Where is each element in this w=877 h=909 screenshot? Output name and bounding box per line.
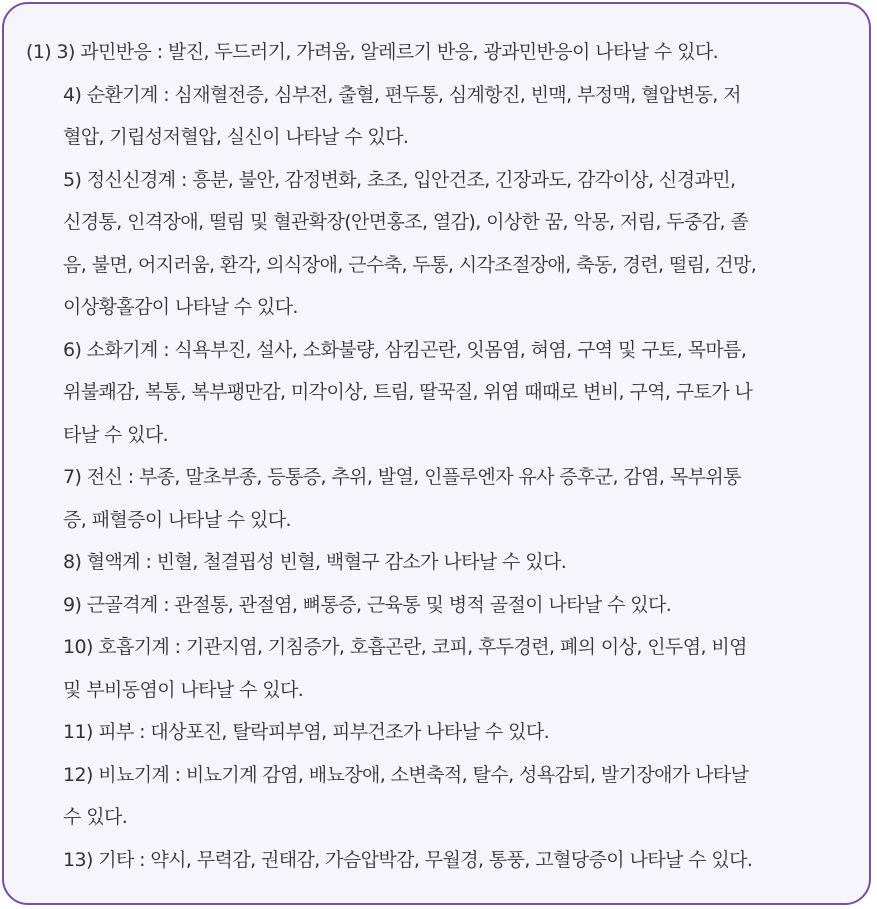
text-line: 9) 근골격계 : 관절통, 관절염, 뼈통증, 근육통 및 병적 골절이 나타날 수 있다.: [63, 594, 672, 616]
text-line: 4) 순환기계 : 심재혈전증, 심부전, 출혈, 편두통, 심계항진, 빈맥, 부정맥, 혈압변동, 저: [63, 84, 741, 106]
text-line: 증, 패혈증이 나타날 수 있다.: [63, 509, 291, 531]
text-line: 수 있다.: [63, 806, 128, 828]
text-line: 타날 수 있다.: [63, 424, 169, 446]
text-line: (1) 3) 과민반응 : 발진, 두드러기, 가려움, 알레르기 반응, 광과민반응이 나타날 수 있다.: [26, 41, 719, 63]
text-line: 8) 혈액계 : 빈혈, 철결핍성 빈혈, 백혈구 감소가 나타날 수 있다.: [63, 551, 567, 573]
text-line: 5) 정신신경계 : 흥분, 불안, 감정변화, 초조, 입안건조, 긴장과도, 감각이상, 신경과민,: [63, 169, 736, 191]
text-line: 위불쾌감, 복통, 복부팽만감, 미각이상, 트림, 딸꾹질, 위염 때때로 변비, 구역, 구토가 나: [63, 381, 753, 403]
text-line: 10) 호흡기계 : 기관지염, 기침증가, 호흡곤란, 코피, 후두경련, 폐의 이상, 인두염, 비염: [63, 636, 747, 658]
text-line: 신경통, 인격장애, 떨림 및 혈관확장(안면홍조, 열감), 이상한 꿈, 악몽, 저림, 두중감, 졸: [63, 211, 749, 233]
adverse-reactions-text: [4, 4, 869, 903]
text-line: 12) 비뇨기계 : 비뇨기계 감염, 배뇨장애, 소변축적, 탈수, 성욕감퇴, 발기장애가 나타날: [63, 764, 749, 786]
adverse-reactions-box: [2, 2, 871, 905]
text-line: 7) 전신 : 부종, 말초부종, 등통증, 추위, 발열, 인플루엔자 유사 증후군, 감염, 목부위통: [63, 466, 741, 488]
text-line: 음, 불면, 어지러움, 환각, 의식장애, 근수축, 두통, 시각조절장애, 축동, 경련, 떨림, 건망,: [63, 254, 757, 276]
text-line: 및 부비동염이 나타날 수 있다.: [63, 679, 304, 701]
text-line: 6) 소화기계 : 식욕부진, 설사, 소화불량, 삼킴곤란, 잇몸염, 혀염, 구역 및 구토, 목마름,: [63, 339, 747, 361]
text-line: 혈압, 기립성저혈압, 실신이 나타날 수 있다.: [63, 126, 409, 148]
text-line: 이상황홀감이 나타날 수 있다.: [63, 296, 298, 318]
text-line: 13) 기타 : 약시, 무력감, 권태감, 가슴압박감, 무월경, 통풍, 고혈당증이 나타날 수 있다.: [63, 849, 753, 871]
text-line: 11) 피부 : 대상포진, 탈락피부염, 피부건조가 나타날 수 있다.: [63, 721, 550, 743]
